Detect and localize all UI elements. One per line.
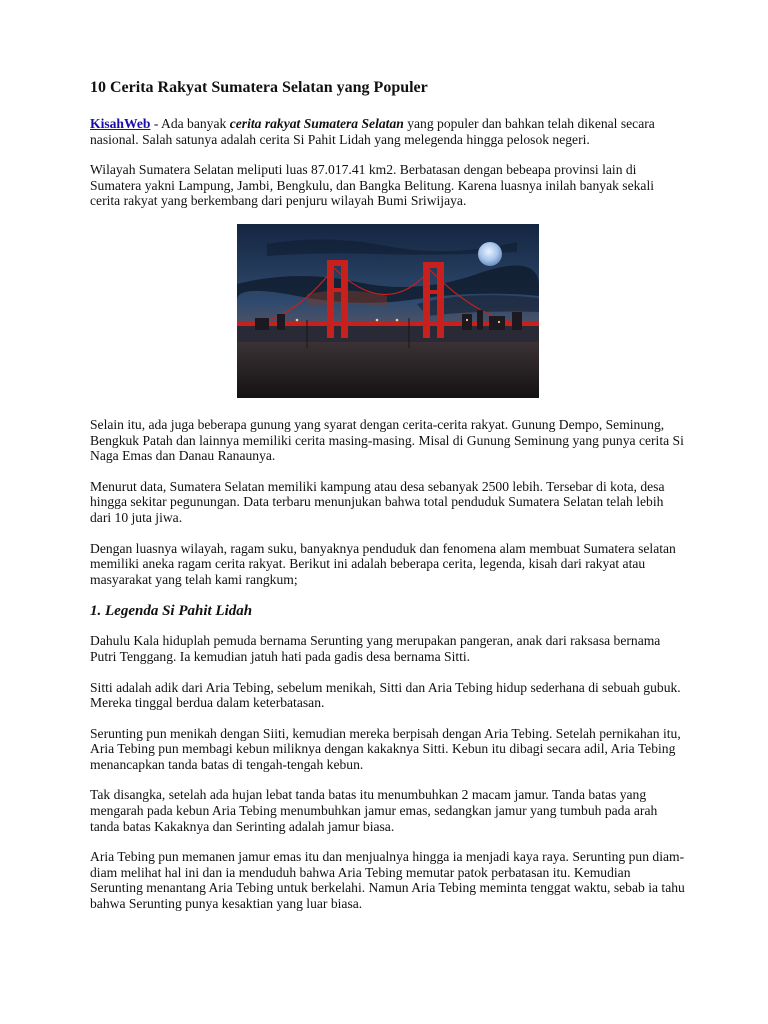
- intro-text-b: yang populer dan bahkan telah dikenal secara nasional. Salah satunya adalah cerita Si Pahit Lidah yang melegenda hingga pelosok negeri.: [90, 116, 655, 147]
- section-paragraph: Aria Tebing pun memanen jamur emas itu dan menjualnya hingga ia menjadi kaya raya. Serunting pun diam-diam melihat hal ini dan ia menduduh bahwa Aria Tebing memutar patok perbatasan itu. Kemudian Serunting menantang Aria Tebing untuk berkelahi. Namun Aria Tebing meminta tenggat waktu, sebab ia tahu bahwa Serunting punya kesaktian yang luar biasa.: [90, 849, 685, 912]
- section-paragraph: Dahulu Kala hiduplah pemuda bernama Serunting yang merupakan pangeran, anak dari raksasa bernama Putri Tenggang. Ia kemudian jatuh hati pada gadis desa bernama Sitti.: [90, 633, 661, 664]
- bridge-photo: [237, 224, 539, 398]
- paragraph-gunung: Selain itu, ada juga beberapa gunung yang syarat dengan cerita-cerita rakyat. Gunung Dempo, Seminung, Bengkuk Patah dan lainnya memiliki cerita masing-masing. Misal di Gunung Seminung yang punya cerita Si Naga Emas dan Danau Ranaunya.: [90, 416, 684, 464]
- intro-emphasis: cerita rakyat Sumatera Selatan: [229, 116, 404, 131]
- section-paragraph: Serunting pun menikah dengan Siiti, kemudian mereka berpisah dengan Aria Tebing. Setelah pernikahan itu, Aria Tebing pun membagi kebun miliknya dengan kakaknya Sitti. Kebun itu dibagi secara adil, Aria Tebing menancapkan tanda batas di tengah-tengah kebun.: [90, 725, 681, 772]
- intro-text-a: - Ada banyak: [150, 116, 230, 131]
- section-heading: 1. Legenda Si Pahit Lidah: [90, 603, 253, 620]
- paragraph-wilayah: Wilayah Sumatera Selatan meliputi luas 87.017.41 km2. Berbatasan dengan bebeapa provinsi lain di Sumatera yakni Lampung, Jambi, Bengkulu, dan Bangka Belitung. Karena luasnya inilah banyak sekali cerita rakyat yang berkembang dari penjuru wilayah Bumi Sriwijaya.: [90, 162, 655, 209]
- kisahweb-link[interactable]: KisahWeb: [90, 116, 151, 131]
- paragraph-data: Menurut data, Sumatera Selatan memiliki kampung atau desa sebanyak 2500 lebih. Tersebar di kota, desa hingga sekitar pegunungan. Data terbaru menunjukan bahwa total penduduk Sumatera Selatan telah lebih dari 10 juta jiwa.: [90, 478, 665, 525]
- intro-paragraph: [90, 116, 686, 147]
- paragraph-ragam: Dengan luasnya wilayah, ragam suku, banyaknya penduduk dan fenomena alam membuat Sumatera selatan memiliki aneka ragam cerita rakyat. Berikut ini adalah beberapa cerita, legenda, kisah dari rakyat atau masyarakat yang telah kami rangkum;: [90, 540, 676, 587]
- section-paragraph: Sitti adalah adik dari Aria Tebing, sebelum menikah, Sitti dan Aria Tebing hidup sederhana di sebuah gubuk. Mereka tinggal berdua dalam keterbatasan.: [90, 679, 681, 711]
- page-title: 10 Cerita Rakyat Sumatera Selatan yang Populer: [90, 79, 428, 96]
- document-page: [90, 78, 686, 927]
- section-paragraph: Tak disangka, setelah ada hujan lebat tanda batas itu menumbuhkan 2 macam jamur. Tanda batas yang mengarah pada kebun Aria Tebing menumbuhkan jamur emas, sedangkan jamur yang tumbuh pada arah tanda batas Kakaknya dan Serinting adalah jamur biasa.: [90, 787, 658, 834]
